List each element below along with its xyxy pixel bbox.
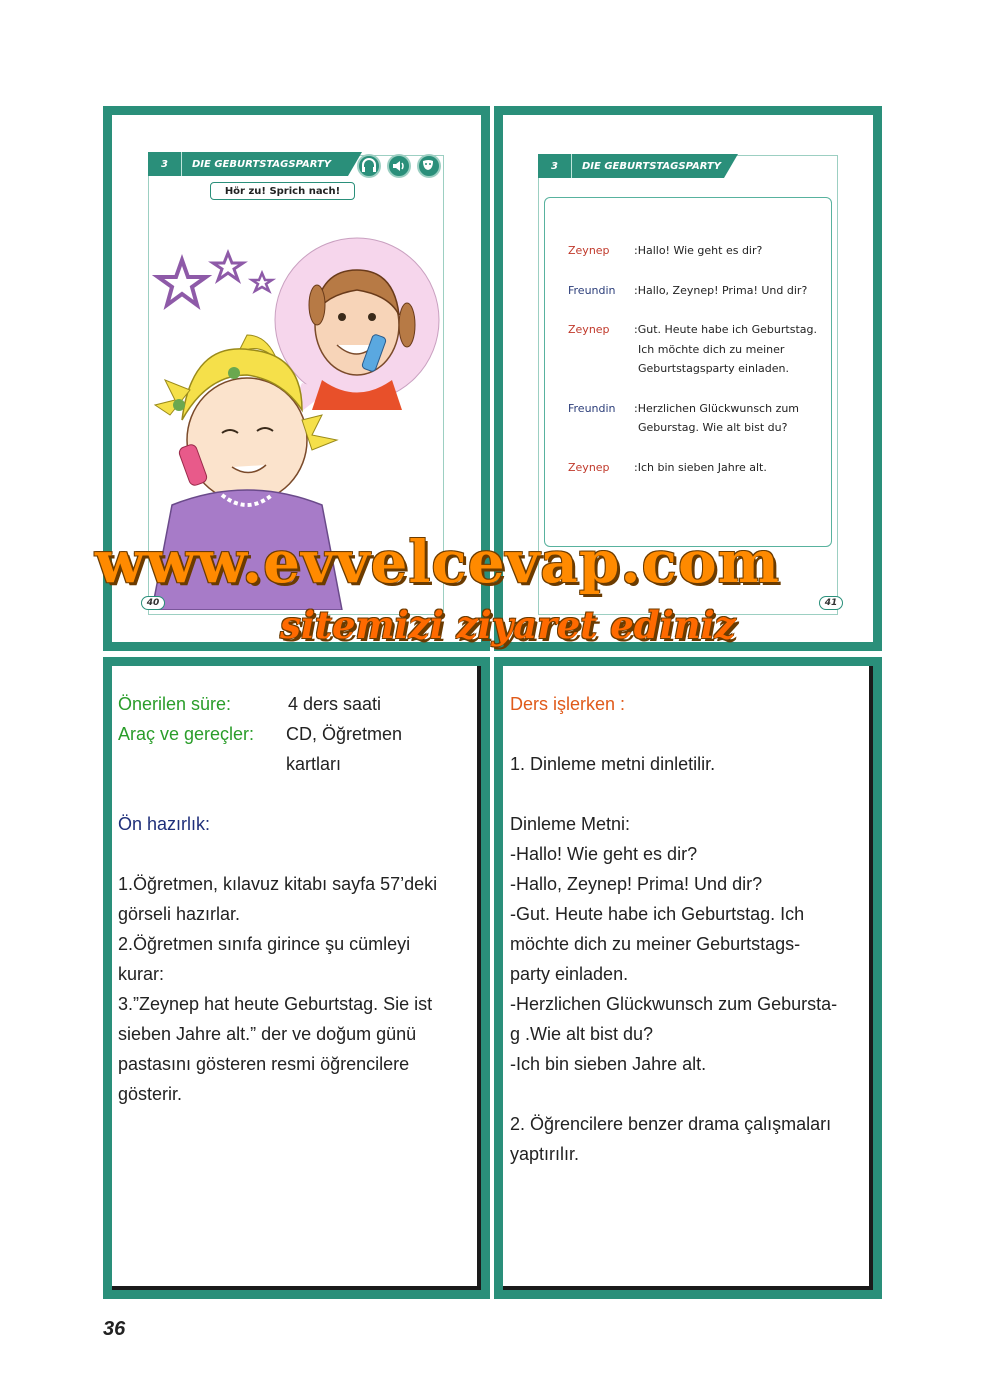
headphones-icon [357, 154, 381, 178]
listening-line: -Hallo, Zeynep! Prima! Und dir? [510, 874, 763, 894]
dialogue-text: :Ich bin sieben Jahre alt. [634, 461, 767, 474]
unit-header-left [148, 152, 348, 176]
unit-number: 3 [538, 154, 572, 178]
prep-line: sieben Jahre alt.” der ve doğum günü [118, 1024, 417, 1044]
prep-label: Ön hazırlık: [118, 814, 211, 834]
page-number: 36 [103, 1318, 126, 1340]
tools-label: Araç ve gereçler: [118, 724, 255, 744]
unit-number: 3 [148, 152, 182, 176]
listening-line: party einladen. [510, 964, 629, 984]
listening-label: Dinleme Metni: [510, 814, 631, 834]
prep-line: görseli hazırlar. [118, 904, 241, 924]
dialogue-text: Geburstag. Wie alt bist du? [638, 421, 788, 434]
prep-line: 2.Öğretmen sınıfa girince şu cümleyi [118, 934, 411, 954]
unit-title: DIE GEBURTSTAGSPARTY [582, 160, 722, 172]
watermark-url: www.evvelcevap.com [95, 528, 780, 596]
speaker-name: Freundin [568, 402, 616, 415]
star-icon [213, 253, 243, 280]
tools-value-cont: kartları [286, 754, 342, 774]
listening-line: möchte dich zu meiner Geburtstags- [510, 934, 801, 954]
prep-line: 1.Öğretmen, kılavuz kitabı sayfa 57’deki [118, 874, 438, 894]
dialogue-text: :Herzlichen Glückwunsch zum [634, 402, 800, 415]
dialogue-text: Ich möchte dich zu meiner [638, 343, 785, 356]
step-2-cont: yaptırılır. [510, 1144, 580, 1164]
dialogue-text: Geburtstagsparty einladen. [638, 362, 789, 375]
step-1: 1. Dinleme metni dinletilir. [510, 754, 716, 774]
dialogue-text: :Hallo, Zeynep! Prima! Und dir? [634, 284, 808, 297]
listening-line: -Ich bin sieben Jahre alt. [510, 1054, 707, 1074]
star-icon [158, 260, 206, 305]
unit-header-right [538, 154, 724, 178]
prep-line: gösterir. [118, 1084, 183, 1104]
listening-line: g .Wie alt bist du? [510, 1024, 654, 1044]
dialogue-text: :Gut. Heute habe ich Geburtstag. [634, 323, 817, 336]
prep-line: 3.”Zeynep hat heute Geburtstag. Sie ist [118, 994, 433, 1014]
page-number-left: 40 [141, 596, 165, 610]
speaker-name: Freundin [568, 284, 616, 297]
star-icon [252, 273, 272, 291]
speaker-name: Zeynep [568, 461, 610, 474]
listening-line: -Gut. Heute habe ich Geburtstag. Ich [510, 904, 805, 924]
tools-value: CD, Öğretmen [286, 724, 403, 744]
prep-line: kurar: [118, 964, 165, 984]
duration-label: Önerilen süre: [118, 694, 232, 714]
page-number-right: 41 [819, 596, 843, 610]
prep-line: pastasını gösteren resmi öğrencilere [118, 1054, 410, 1074]
listening-line: -Herzlichen Glückwunsch zum Gebursta- [510, 994, 838, 1014]
duration-value: 4 ders saati [288, 694, 382, 714]
speaker-icon [387, 154, 411, 178]
watermark-slogan: sitemizi ziyaret ediniz [280, 603, 736, 647]
dialogue-text: :Hallo! Wie geht es dir? [634, 244, 763, 257]
instruction-tab: Hör zu! Sprich nach! [210, 182, 355, 200]
listening-line: -Hallo! Wie geht es dir? [510, 844, 698, 864]
speaker-name: Zeynep [568, 244, 610, 257]
lesson-heading: Ders işlerken : [510, 694, 626, 714]
speaker-name: Zeynep [568, 323, 610, 336]
unit-title: DIE GEBURTSTAGSPARTY [192, 158, 332, 170]
masks-icon [417, 154, 441, 178]
step-2: 2. Öğrencilere benzer drama çalışmaları [510, 1114, 832, 1134]
